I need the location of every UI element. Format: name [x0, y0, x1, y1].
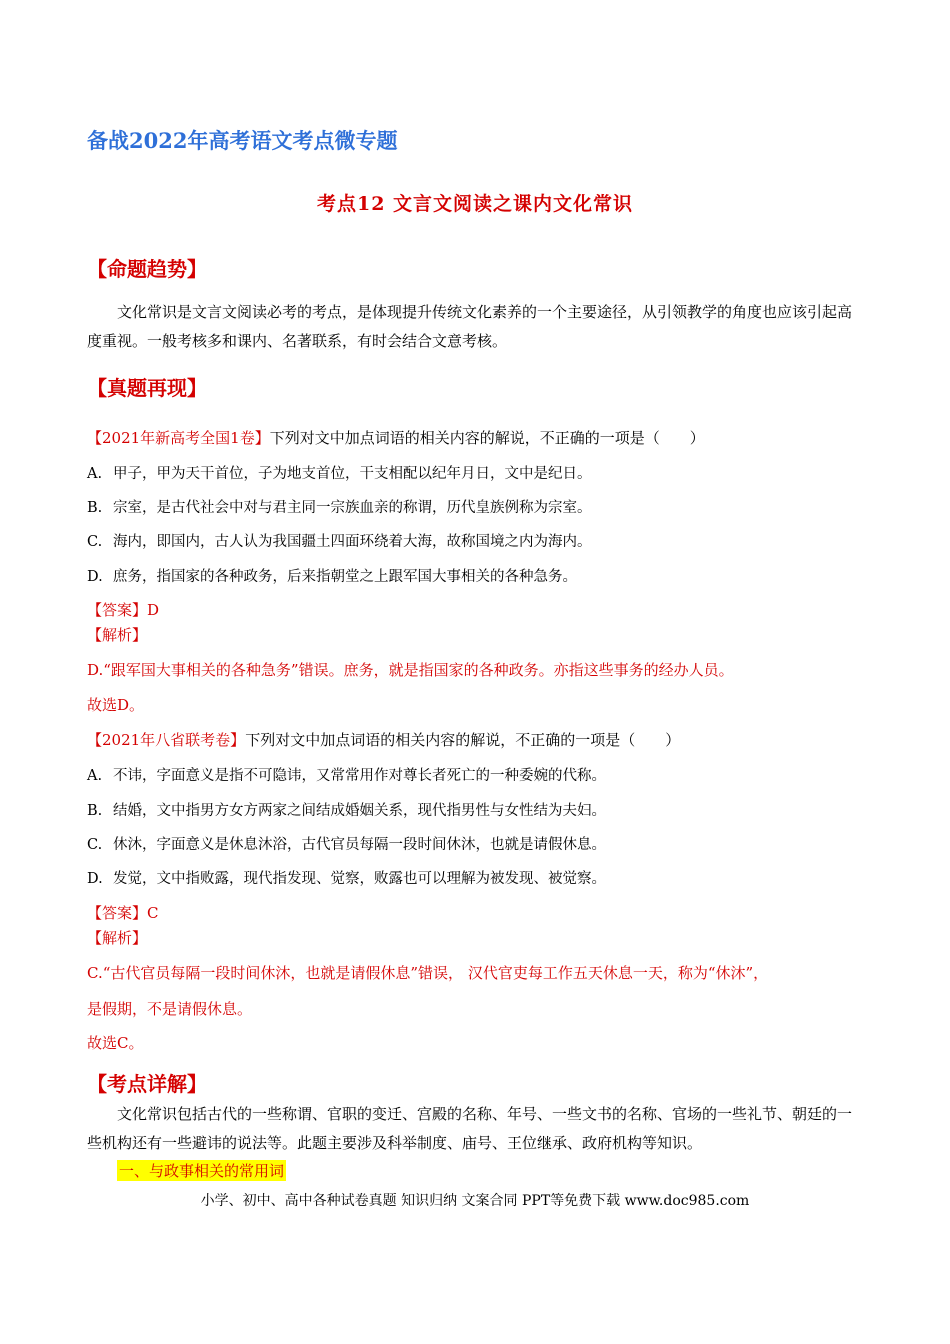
trend-paragraph: 文化常识是文言文阅读必考的考点，是体现提升传统文化素养的一个主要途径，从引领教学的角度也应该引起高度重视。一般考核多和课内、名著联系，有时会结合文意考核。 [87, 303, 853, 350]
detail-paragraph: 文化常识包括古代的一些称谓、官职的变迁、宫殿的名称、年号、一些文书的名称、官场的一些礼节、朝廷的一些机构还有一些避讳的说法等。此题主要涉及科举制度、庙号、王位继承、政府机构等知识。 [87, 1105, 853, 1152]
question-1-option-c: C. 海内，即国内，古人认为我国疆土四面环绕着大海，故称国境之内为海内。 [87, 534, 592, 550]
question-2-option-b: B. 结婚，文中指男方女方两家之间结成婚姻关系，现代指男性与女性结为夫妇。 [87, 803, 606, 819]
detail-subheading: 一、与政事相关的常用词 [119, 1162, 285, 1180]
question-2-analysis-line-2: 是假期，不是请假休息。 [87, 1000, 253, 1018]
section-heading-detail: 【考点详解】 [87, 1072, 207, 1096]
question-2-stem: 下列对文中加点词语的相关内容的解说，不正确的一项是（ ） [245, 731, 681, 749]
question-1-header [87, 427, 705, 448]
question-1-option-d: D. 庶务，指国家的各种政务，后来指朝堂之上跟军国大事相关的各种急务。 [87, 569, 577, 585]
section-heading-real: 【真题再现】 [87, 376, 207, 400]
question-1-option-a: A. 甲子，甲为天干首位，子为地支首位，干支相配以纪年月日，文中是纪日。 [87, 466, 592, 482]
question-1-analysis-label: 【解析】 [87, 626, 148, 644]
question-2-option-a: A. 不讳，字面意义是指不可隐讳，又常常用作对尊长者死亡的一种委婉的代称。 [87, 768, 606, 784]
question-1-stem: 下列对文中加点词语的相关内容的解说，不正确的一项是（ ） [269, 429, 705, 447]
question-1-source: 【2021年新高考全国1卷】 [87, 429, 270, 447]
question-2-analysis-label: 【解析】 [87, 929, 148, 947]
page-footer: 小学、初中、高中各种试卷真题 知识归纳 文案合同 PPT等免费下载 www.doc985.com [200, 1193, 750, 1209]
question-2-answer: 【答案】C [87, 904, 159, 922]
question-1-option-b: B. 宗室，是古代社会中对与君主同一宗族血亲的称谓，历代皇族例称为宗室。 [87, 500, 592, 516]
question-2-option-c: C. 休沐，字面意义是休息沐浴，古代官员每隔一段时间休沐，也就是请假休息。 [87, 837, 606, 853]
question-1-analysis: D.“跟军国大事相关的各种急务”错误。庶务，就是指国家的各种政务。亦指这些事务的经办人员。 [87, 661, 734, 679]
question-2-header [87, 729, 680, 750]
section-heading-trend: 【命题趋势】 [87, 257, 207, 281]
question-1-answer: 【答案】D [87, 601, 160, 619]
question-2-source: 【2021年八省联考卷】 [87, 731, 246, 749]
question-2-option-d: D. 发觉，文中指败露，现代指发现、觉察，败露也可以理解为被发现、被觉察。 [87, 871, 606, 887]
document-title: 考点12 文言文阅读之课内文化常识 [316, 193, 634, 215]
question-2-conclusion: 故选C。 [87, 1034, 144, 1052]
series-title: 备战2022年高考语文考点微专题 [87, 128, 398, 153]
question-1-conclusion: 故选D。 [87, 696, 145, 714]
question-2-analysis-line-1: C.“古代官员每隔一段时间休沐，也就是请假休息”错误， 汉代官吏每工作五天休息一天，称为“休沐”， [87, 964, 769, 982]
